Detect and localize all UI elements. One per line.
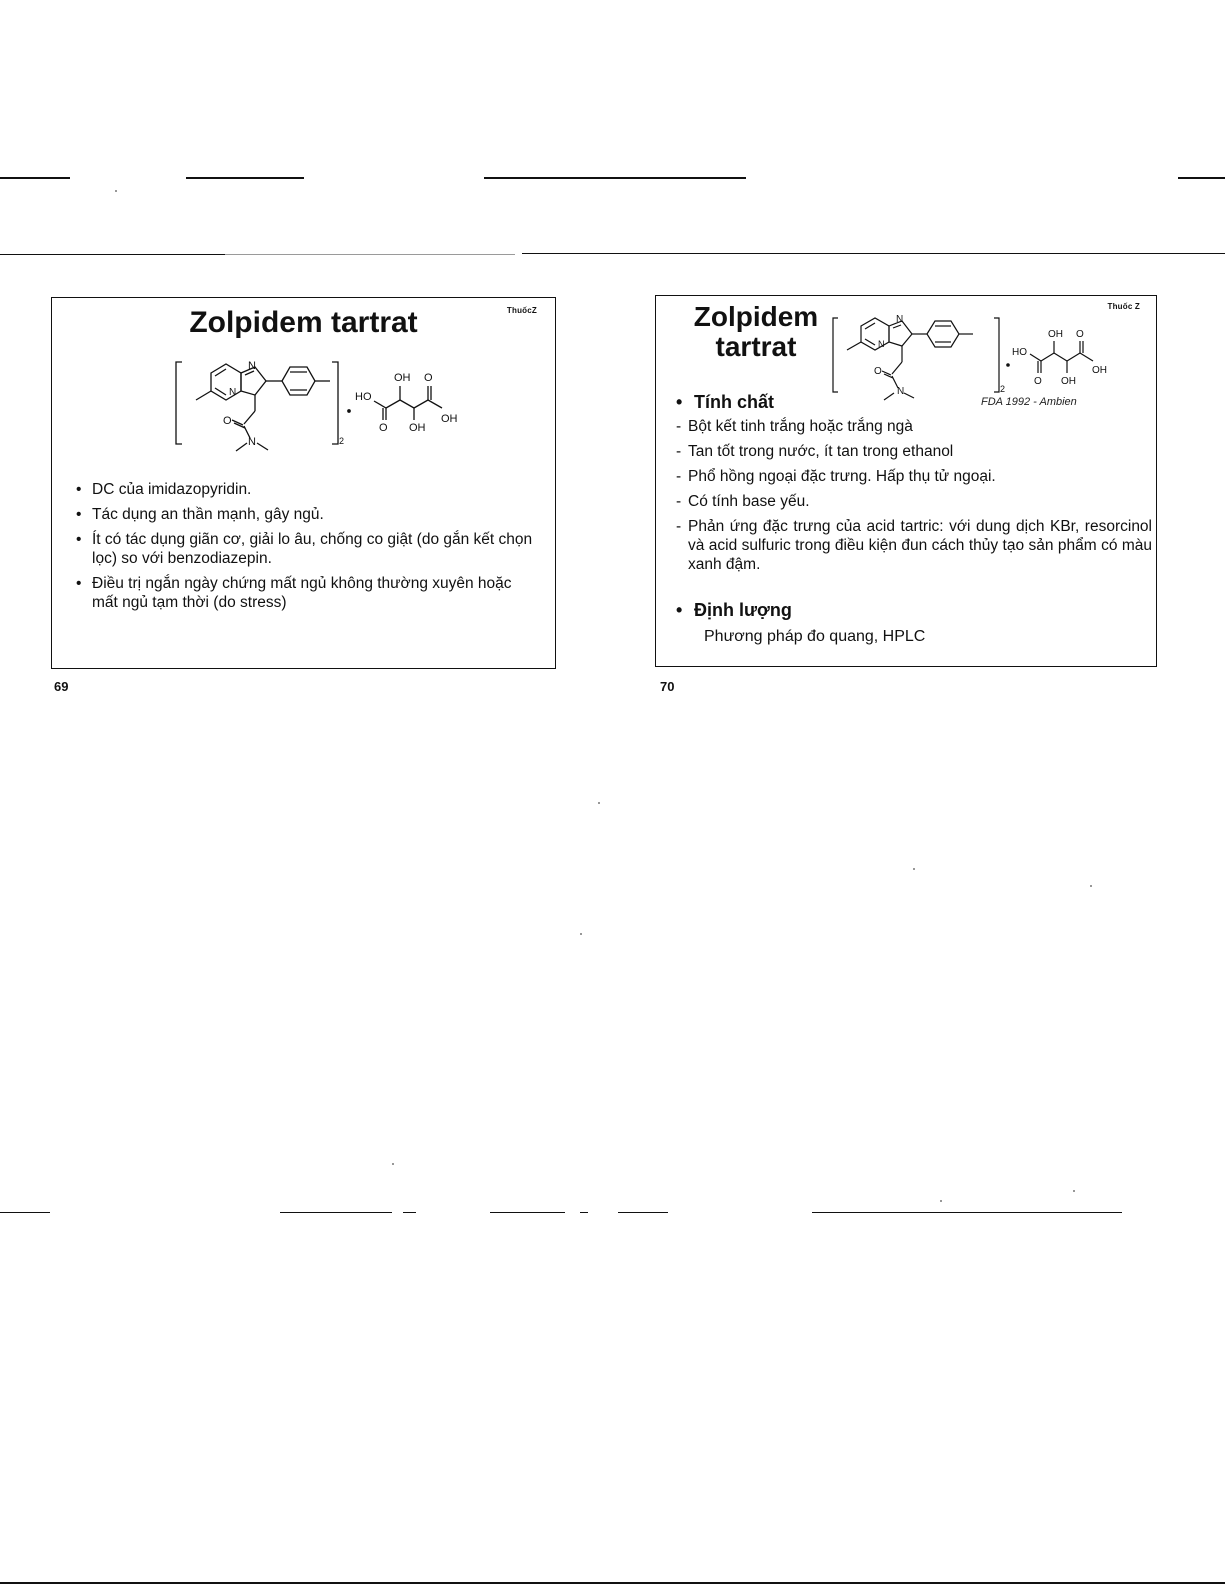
scan-rule [280,1212,392,1213]
list-item: • DC của imidazopyridin. [74,480,534,499]
atom-label: N [896,314,904,325]
scan-speck [940,1200,942,1202]
bullet-list [74,480,534,618]
list-item: - Phổ hồng ngoại đặc trưng. Hấp thụ tử ngoại. [676,467,1154,486]
title-line: Zolpidem [693,301,819,332]
slide-tag: Thuốc Z [1107,302,1140,311]
scan-rule [0,1212,50,1213]
scan-rule [225,254,515,255]
atom-label: O [1034,376,1042,387]
atom-label: OH [409,422,426,434]
scan-rule [580,1212,588,1213]
atom-label: N [229,387,237,398]
atom-label: 2 [339,436,345,446]
atom-label: OH [1061,376,1076,387]
scan-speck [1090,885,1092,887]
scan-speck [598,802,600,804]
section-heading-label: Định lượng [694,600,792,620]
atom-label: N [897,386,905,397]
atom-label: N [878,339,885,349]
section-heading-quantification [676,600,792,621]
atom-label: N [248,436,256,448]
atom-label: O [874,366,882,377]
atom-label: O [379,422,388,434]
slide-title: Zolpidem tartrat [189,306,418,339]
scan-rule [403,1212,416,1213]
scan-speck [115,190,117,192]
title-line: tartrat [715,331,797,362]
scan-speck [580,933,582,935]
scan-rule [490,1212,565,1213]
atom-label: HO [355,391,372,403]
page-number: 70 [660,679,675,694]
list-item: • Ít có tác dụng giãn cơ, giải lo âu, chống co giật (do gắn kết chọn lọc) so với benzodiazepin. [74,530,534,568]
section-heading-label: Tính chất [694,392,774,412]
section-heading-properties [676,392,774,413]
bullet-dot: • [676,600,683,620]
zolpidem-tartrate-structure [52,356,557,486]
scan-rule [0,177,70,179]
slide-title [676,302,836,362]
scan-speck [1073,1190,1075,1192]
list-item: - Có tính base yếu. [676,492,1154,511]
slide-tag: ThuốcZ [506,306,537,315]
atom-label: OH [1048,329,1063,340]
scan-rule [484,177,746,179]
list-item: - Phản ứng đặc trưng của acid tartric: với dung dịch KBr, resorcinol và acid sulfuric trong điều kiện đun cách thủy tạo sản phẩm có màu xanh đậm. [676,517,1154,574]
properties-list [676,417,1154,580]
quantification-method: Phương pháp đo quang, HPLC [704,628,926,645]
atom-label: N [248,360,256,372]
scan-rule [618,1212,668,1213]
scan-rule [0,1582,1225,1584]
page-number: 69 [54,679,69,694]
atom-label: 2 [1000,384,1006,394]
scan-speck [392,1163,394,1165]
atom-label: O [1076,329,1084,340]
scan-rule [0,254,225,255]
atom-label: HO [1012,347,1027,358]
atom-label: O [223,415,232,427]
list-item: - Tan tốt trong nước, ít tan trong ethanol [676,442,1154,461]
scan-rule [812,1212,1122,1213]
list-item: • Điều trị ngắn ngày chứng mất ngủ không thường xuyên hoặc mất ngủ tạm thời (do stress) [74,574,534,612]
atom-label: OH [441,413,458,425]
list-item: • Tác dụng an thần mạnh, gây ngủ. [74,505,534,524]
scan-rule [186,177,304,179]
slide-70 [655,295,1157,667]
scan-speck [913,868,915,870]
scan-rule [1178,177,1225,179]
fda-note: FDA 1992 - Ambien [981,396,1077,408]
atom-label: OH [1092,365,1107,376]
atom-label: OH [394,372,411,384]
slide-69 [51,297,556,669]
scan-rule [522,253,1225,254]
atom-label: O [424,372,433,384]
list-item: - Bột kết tinh trắng hoặc trắng ngà [676,417,1154,436]
bullet-dot: • [676,392,683,412]
